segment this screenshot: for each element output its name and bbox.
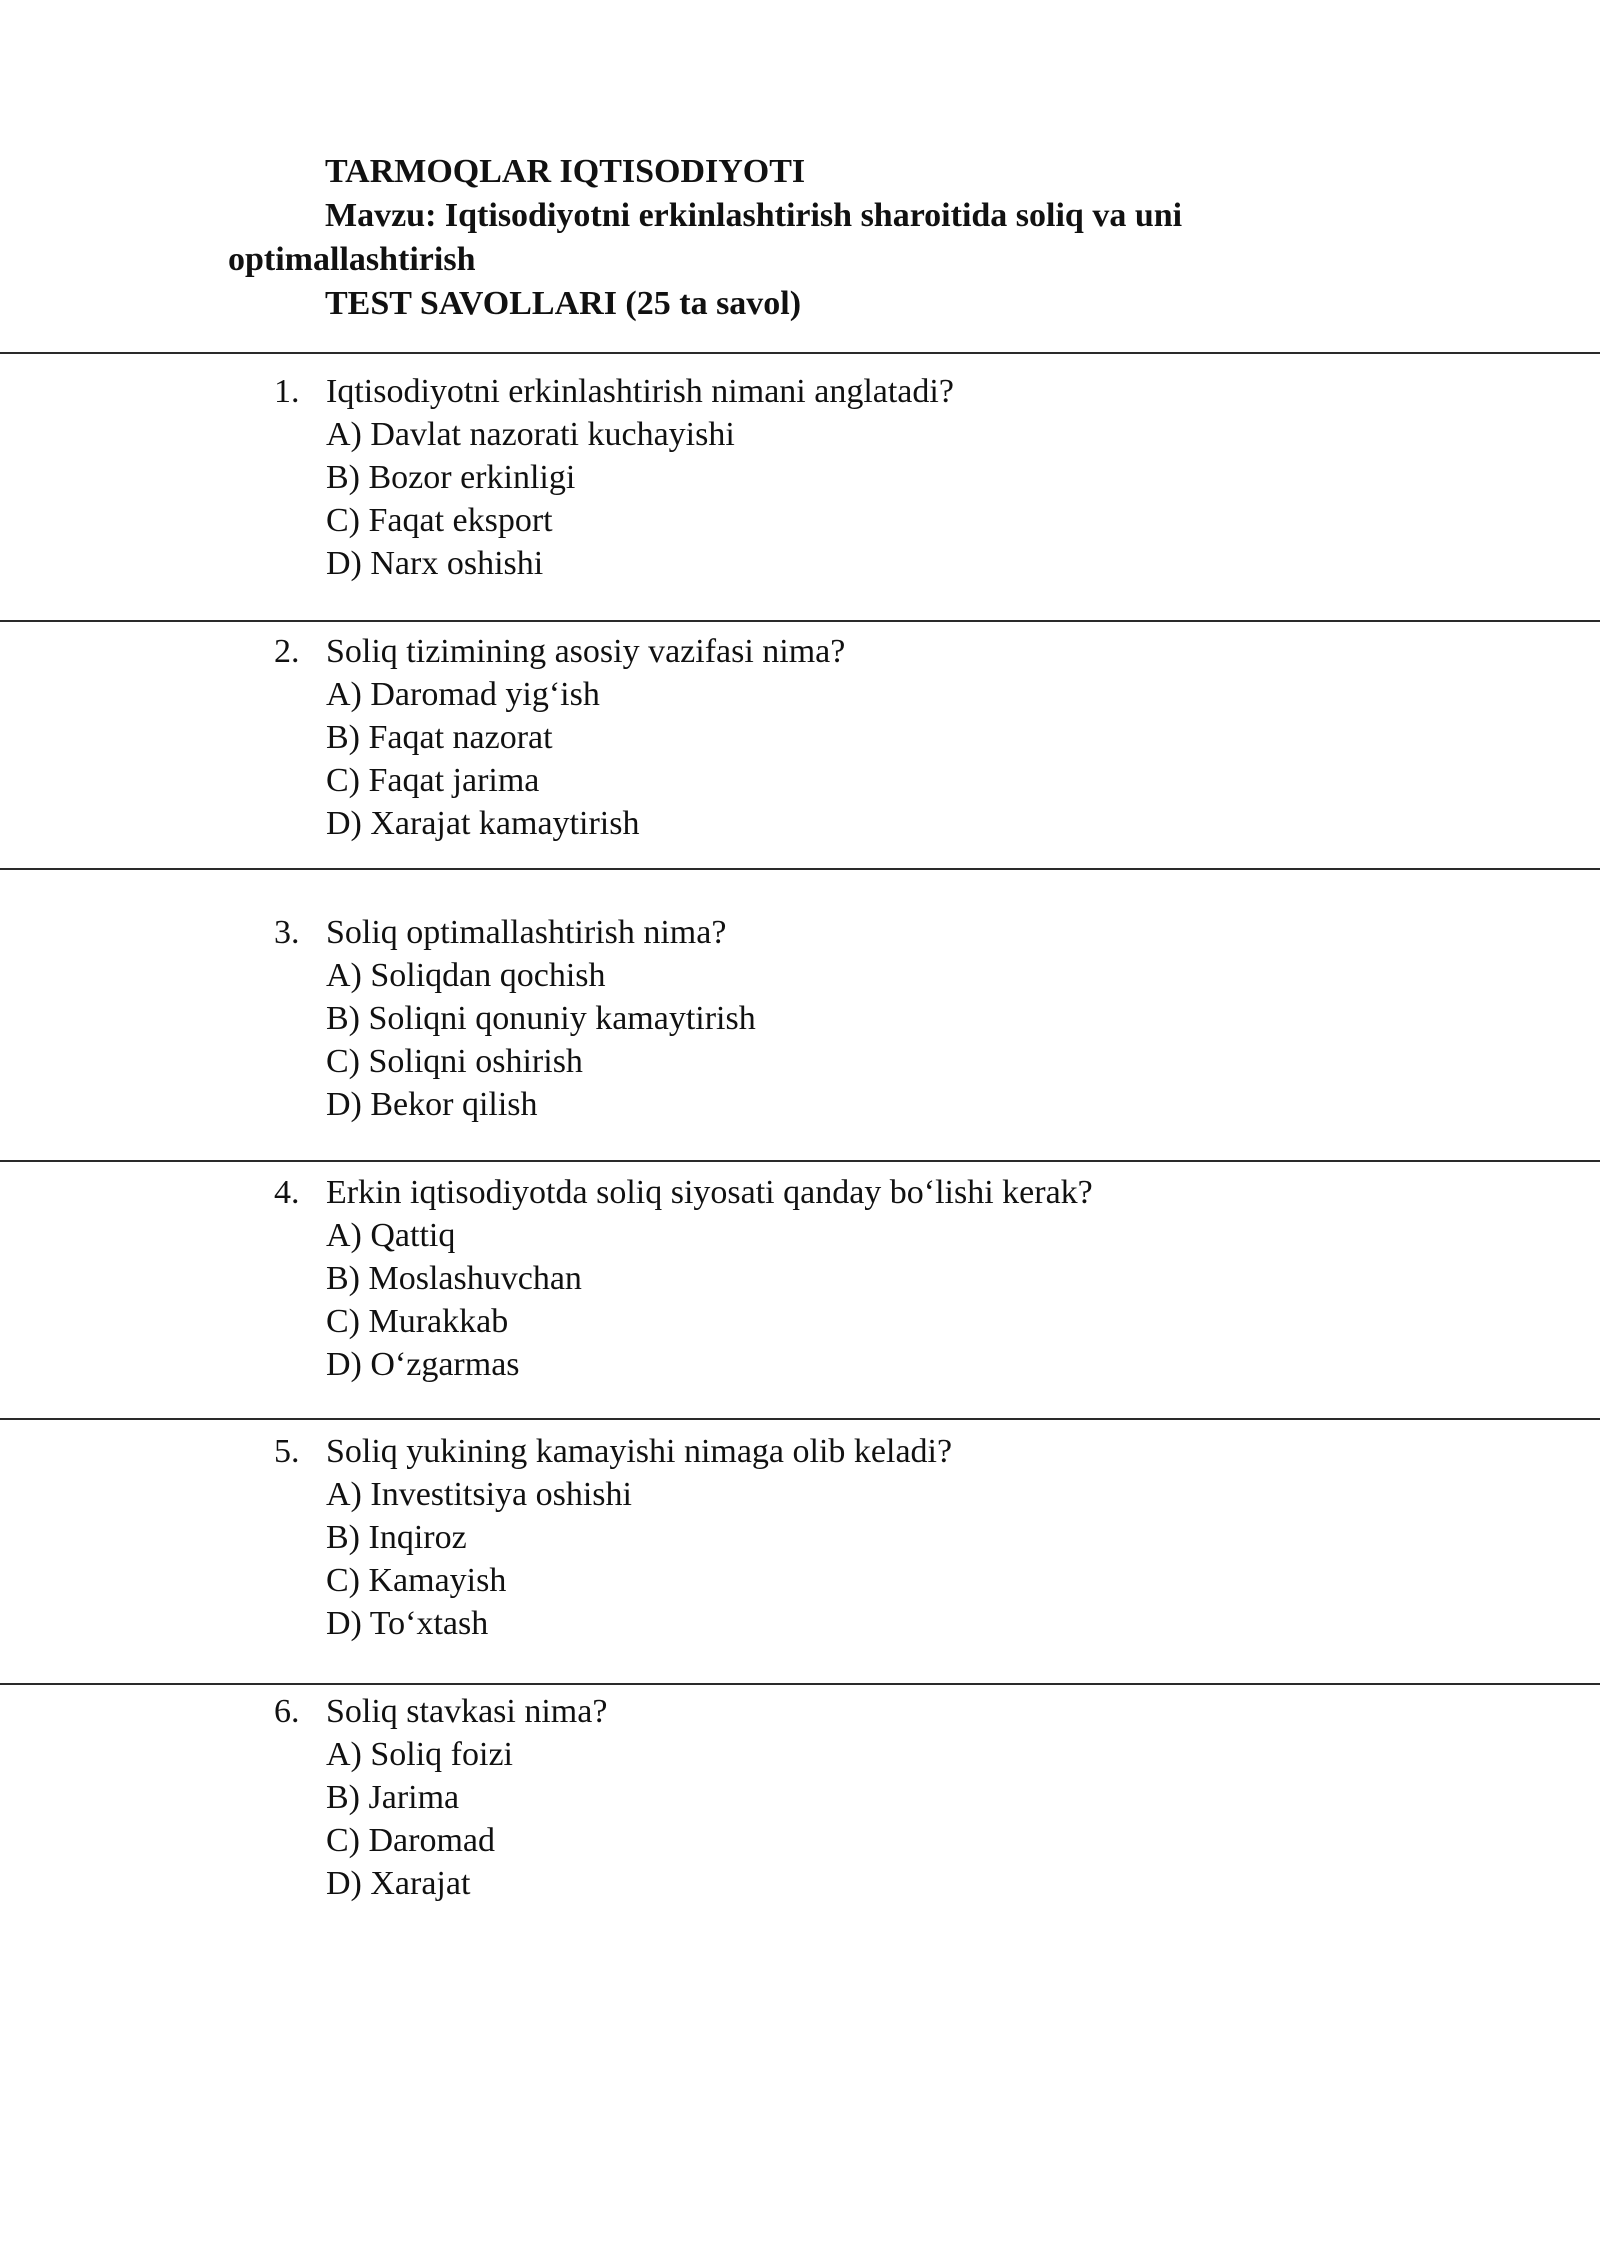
answer-option-d: D) Xarajat [326, 1865, 471, 1902]
question-number: 3. [274, 914, 300, 951]
answer-option-d: D) Bekor qilish [326, 1086, 538, 1123]
question-text: Soliq stavkasi nima? [326, 1693, 608, 1730]
question-number: 5. [274, 1433, 300, 1470]
answer-option-c: C) Murakkab [326, 1303, 509, 1340]
divider-line [0, 1683, 1600, 1685]
answer-option-b: B) Inqiroz [326, 1519, 467, 1556]
answer-option-b: B) Jarima [326, 1779, 460, 1816]
question-3 [274, 911, 1474, 1126]
question-text: Erkin iqtisodiyotda soliq siyosati qanday bo‘lishi kerak? [326, 1174, 1093, 1211]
document-header [228, 150, 1378, 326]
question-number: 6. [274, 1693, 300, 1730]
divider-line [0, 1418, 1600, 1420]
answer-option-a: A) Soliqdan qochish [326, 957, 606, 994]
answer-option-c: C) Daromad [326, 1822, 496, 1859]
answer-option-d: D) O‘zgarmas [326, 1346, 520, 1383]
answer-option-d: D) To‘xtash [326, 1605, 489, 1642]
question-text: Soliq yukining kamayishi nimaga olib keladi? [326, 1433, 953, 1470]
question-number: 2. [274, 633, 300, 670]
answer-option-b: B) Faqat nazorat [326, 719, 553, 756]
question-text: Soliq tizimining asosiy vazifasi nima? [326, 633, 846, 670]
divider-line [0, 868, 1600, 870]
answer-option-a: A) Daromad yig‘ish [326, 676, 600, 713]
test-title: TEST SAVOLLARI (25 ta savol) [325, 285, 802, 322]
divider-line [0, 620, 1600, 622]
answer-option-b: B) Bozor erkinligi [326, 459, 576, 496]
answer-option-d: D) Xarajat kamaytirish [326, 805, 640, 842]
subject-title: TARMOQLAR IQTISODIYOTI [325, 153, 806, 190]
answer-option-a: A) Qattiq [326, 1217, 456, 1254]
answer-option-a: A) Davlat nazorati kuchayishi [326, 416, 735, 453]
answer-option-b: B) Moslashuvchan [326, 1260, 582, 1297]
answer-option-c: C) Faqat eksport [326, 502, 553, 539]
answer-option-d: D) Narx oshishi [326, 545, 544, 582]
divider-line [0, 1160, 1600, 1162]
answer-option-a: A) Soliq foizi [326, 1736, 513, 1773]
question-2 [274, 630, 1474, 845]
answer-option-a: A) Investitsiya oshishi [326, 1476, 632, 1513]
divider-line [0, 352, 1600, 354]
question-1 [274, 370, 1474, 585]
question-text: Iqtisodiyotni erkinlashtirish nimani anglatadi? [326, 373, 954, 410]
question-text: Soliq optimallashtirish nima? [326, 914, 727, 951]
question-number: 4. [274, 1174, 300, 1211]
answer-option-c: C) Soliqni oshirish [326, 1043, 583, 1080]
answer-option-c: C) Kamayish [326, 1562, 507, 1599]
answer-option-c: C) Faqat jarima [326, 762, 540, 799]
question-6 [274, 1690, 1474, 1905]
question-4 [274, 1171, 1474, 1386]
question-number: 1. [274, 373, 300, 410]
answer-option-b: B) Soliqni qonuniy kamaytirish [326, 1000, 756, 1037]
question-5 [274, 1430, 1474, 1645]
topic-line-continued: optimallashtirish [228, 241, 476, 278]
topic-line: Mavzu: Iqtisodiyotni erkinlashtirish sharoitida soliq va uni [325, 197, 1183, 234]
